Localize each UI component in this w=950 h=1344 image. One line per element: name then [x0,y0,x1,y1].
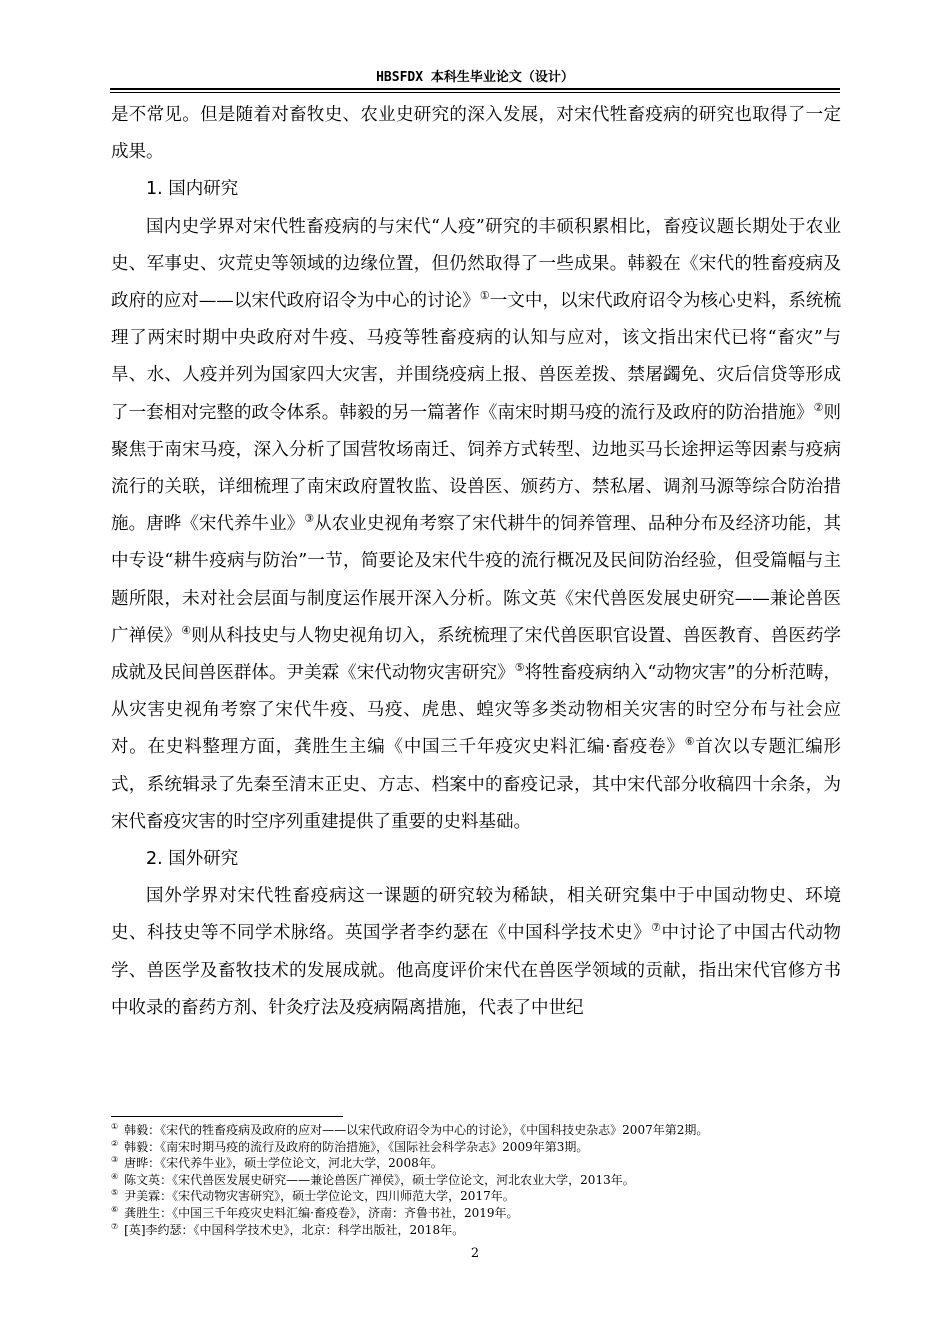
section-heading-domestic: 1. 国内研究 [146,179,239,200]
header-rule-thin [110,92,840,93]
footnote-mark: ⑥ [111,1204,119,1214]
footnote-mark: ① [111,1122,119,1131]
text-run: 从农业史视角考察了宋代耕牛的饲养管理、品种分布及经济功能，其中专设“耕牛疫病与防治”一节，简要论及宋代牛疫的流行概况及民间防治经验，但受篇幅与主题所限，未对社会层面与制度运作展开深入分析。陈文英《宋代兽医发展史研究——兼论兽医广禅侯》 [111,514,842,646]
paragraph-foreign-research [111,878,841,1027]
footnote-mark: ④ [111,1171,119,1181]
text-run: 国内史学界对宋代牲畜疫病的与宋代“人疫”研究的丰硕积累相比，畜疫议题长期处于农业史、军事史、灾荒史等领域的边缘位置，但仍然取得了一些成果。韩毅在《宋代的牲畜疫病及政府的应对——以宋代政府诏令为中心的讨论》 [111,216,841,312]
footnotes [111,1122,851,1238]
footnote-7 [111,1222,851,1239]
footnote-ref-3[interactable]: ③ [304,512,315,526]
footnote-1 [111,1122,851,1139]
footnote-mark: ③ [111,1155,119,1165]
footnote-text: [英]李约瑟：《中国科学技术史》，北京：科学出版社，2018年。 [124,1222,465,1237]
footnote-ref-1[interactable]: ① [479,289,490,303]
footnote-ref-2[interactable]: ② [813,400,824,414]
footnote-text: 尹美霖：《宋代动物灾害研究》，硕士学位论文，四川师范大学，2017年。 [124,1189,515,1204]
footnote-text: 唐晔：《宋代养牛业》，硕士学位论文，河北大学，2008年。 [124,1156,443,1171]
text-run: 则聚焦于南宋马疫，深入分析了国营牧场南迁、饲养方式转型、边地买马长途押运等因素与疫病流行的关联，详细梳理了南宋政府置牧监、设兽医、颁药方、禁私屠、调剂马源等综合防治措施。唐晔《宋代养牛业》 [111,402,841,535]
text-run: 将牲畜疫病纳入“动物灾害”的分析范畴，从灾害史视角考察了宋代牛疫、马疫、虎患、蝗灾等多类动物相关灾害的时空分布与社会应对。在史料整理方面，龚胜生主编《中国三千年疫灾史料汇编·畜疫卷》 [111,663,841,758]
footnote-ref-4[interactable]: ④ [181,624,192,638]
footnote-text: 龚胜生：《中国三千年疫灾史料汇编·畜疫卷》，济南：齐鲁书社，2019年。 [124,1205,519,1220]
header-rule-thick [110,88,840,90]
footnote-ref-7[interactable]: ⑦ [651,921,662,935]
text-run: 中讨论了中国古代动物学、兽医学及畜牧技术的发展成就。他高度评价宋代在兽医学领域的贡献，指出宋代官修方书中收录的畜药方剂、针灸疗法及疫病隔离措施，代表了中世纪 [111,923,841,1018]
footnote-mark: ⑦ [111,1221,119,1231]
text-run: 一文中，以宋代政府诏令为核心史料，系统梳理了两宋时期中央政府对牛疫、马疫等牲畜疫病的认知与应对，该文指出宋代已将“畜灾”与旱、水、人疫并列为国家四大灾害，并围绕疫病上报、兽医差拨、禁屠蠲免、灾后信贷等形成了一套相对完整的政令体系。韩毅的另一篇著作《南宋时期马疫的流行及政府的防治措施》 [111,291,841,423]
footnote-mark: ② [111,1138,119,1148]
footnote-text: 韩毅：《宋代的牲畜疫病及政府的应对——以宋代政府诏令为中心的讨论》，《中国科技史杂志》2007年第2期。 [124,1123,709,1137]
running-header: HBSFDX 本科生毕业论文（设计） [376,70,574,85]
section-heading-foreign: 2. 国外研究 [146,849,239,870]
footnote-ref-6[interactable]: ⑥ [684,735,696,749]
paragraph-domestic-research [111,209,841,841]
footnote-ref-5[interactable]: ⑤ [514,661,525,675]
footnote-mark: ⑤ [111,1188,119,1198]
footnote-6 [111,1205,851,1222]
page-number: 2 [470,1246,480,1261]
paragraph-continuation: 是不常见。但是随着对畜牧史、农业史研究的深入发展，对宋代牲畜疫病的研究也取得了一定成果。 [111,105,841,163]
footnote-text: 陈文英：《宋代兽医发展史研究——兼论兽医广禅侯》，硕士学位论文，河北农业大学，2013年。 [124,1172,635,1187]
footnote-4 [111,1172,851,1189]
footnote-5 [111,1188,851,1205]
body-text [111,97,841,1027]
text-run: 国外学界对宋代牲畜疫病这一课题的研究较为稀缺，相关研究集中于中国动物史、环境史、科技史等不同学术脉络。英国学者李约瑟在《中国科学技术史》 [111,886,841,944]
text-run: 则从科技史与人物史视角切入，系统梳理了宋代兽医职官设置、兽医教育、兽医药学成就及民间兽医群体。尹美霖《宋代动物灾害研究》 [111,625,842,684]
footnote-2 [111,1139,851,1156]
text-run: 首次以专题汇编形式，系统辑录了先秦至清末正史、方志、档案中的畜疫记录，其中宋代部分收稿四十余条，为宋代畜疫灾害的时空序列重建提供了重要的史料基础。 [111,737,842,832]
footnote-3 [111,1155,851,1172]
footnote-separator [111,1116,343,1117]
footnote-text: 韩毅：《南宋时期马疫的流行及政府的防治措施》，《国际社会科学杂志》2009年第3期。 [124,1139,589,1154]
